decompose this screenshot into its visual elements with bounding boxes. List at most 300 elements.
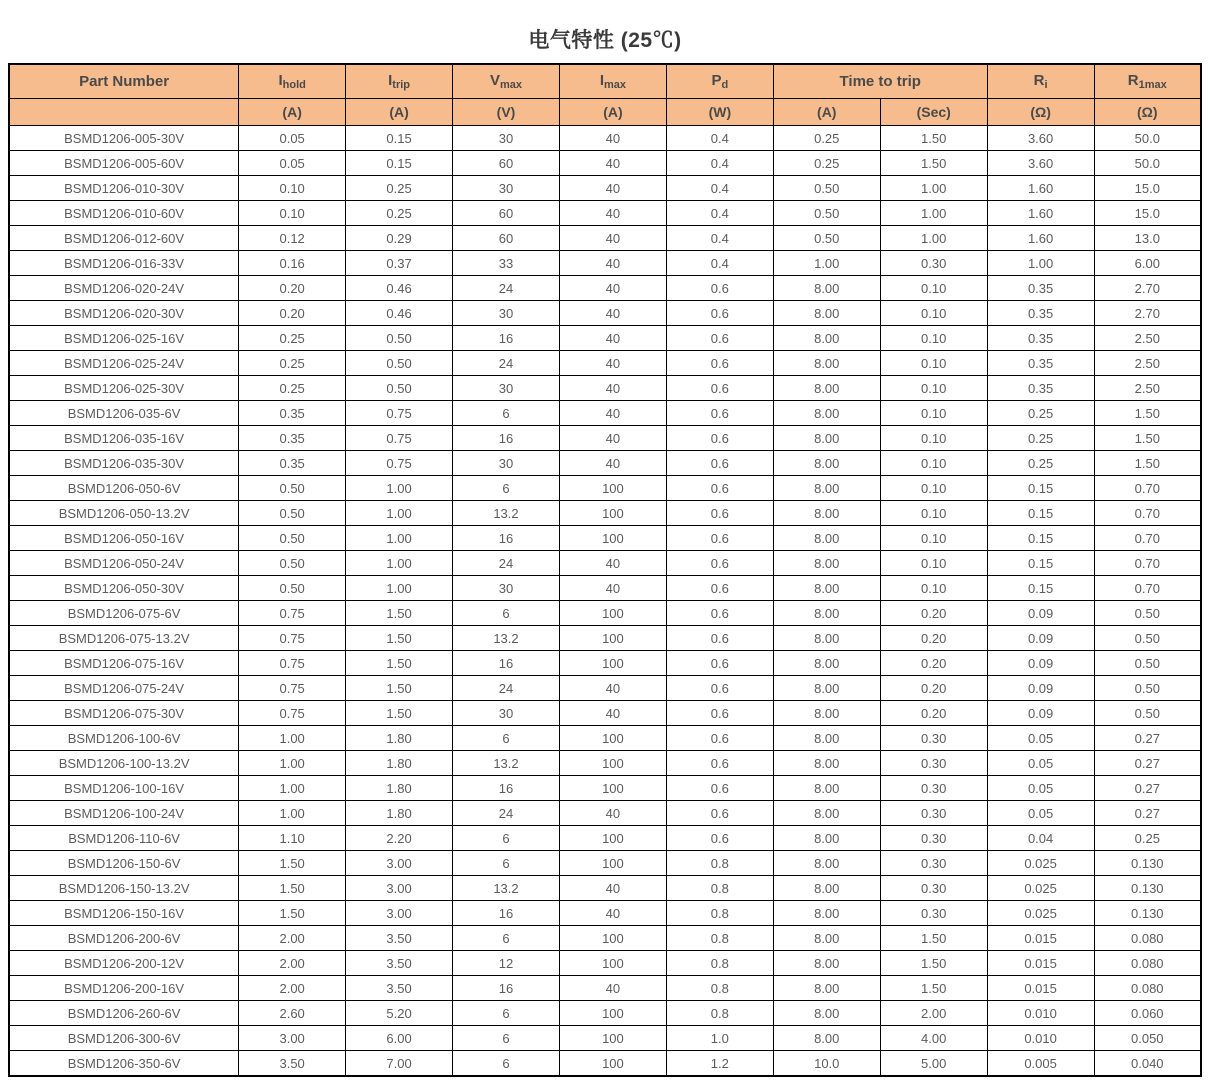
part-number-cell: BSMD1206-100-16V xyxy=(9,776,239,801)
value-cell: 0.30 xyxy=(880,251,987,276)
value-cell: 8.00 xyxy=(773,851,880,876)
unit-cell-r1max: (Ω) xyxy=(1094,99,1201,126)
value-cell: 0.6 xyxy=(666,451,773,476)
value-cell: 0.6 xyxy=(666,501,773,526)
value-cell: 100 xyxy=(559,526,666,551)
value-cell: 0.70 xyxy=(1094,476,1201,501)
value-cell: 2.50 xyxy=(1094,326,1201,351)
value-cell: 0.16 xyxy=(239,251,346,276)
value-cell: 0.6 xyxy=(666,576,773,601)
value-cell: 40 xyxy=(559,326,666,351)
value-cell: 0.4 xyxy=(666,126,773,151)
col-header-imax xyxy=(559,64,666,99)
value-cell: 24 xyxy=(453,276,560,301)
value-cell: 0.6 xyxy=(666,326,773,351)
value-cell: 2.50 xyxy=(1094,351,1201,376)
value-cell: 0.50 xyxy=(773,176,880,201)
value-cell: 8.00 xyxy=(773,476,880,501)
part-number-cell: BSMD1206-020-24V xyxy=(9,276,239,301)
value-cell: 16 xyxy=(453,776,560,801)
value-cell: 30 xyxy=(453,301,560,326)
value-cell: 8.00 xyxy=(773,826,880,851)
part-number-cell: BSMD1206-075-6V xyxy=(9,601,239,626)
value-cell: 0.080 xyxy=(1094,951,1201,976)
value-cell: 1.00 xyxy=(239,751,346,776)
value-cell: 0.10 xyxy=(239,201,346,226)
value-cell: 0.005 xyxy=(987,1051,1094,1077)
value-cell: 0.10 xyxy=(880,401,987,426)
value-cell: 24 xyxy=(453,801,560,826)
value-cell: 3.00 xyxy=(346,901,453,926)
value-cell: 0.25 xyxy=(346,201,453,226)
value-cell: 1.50 xyxy=(1094,451,1201,476)
value-cell: 0.75 xyxy=(239,626,346,651)
table-row xyxy=(9,501,1201,526)
value-cell: 0.70 xyxy=(1094,501,1201,526)
value-cell: 0.15 xyxy=(987,501,1094,526)
electrical-characteristics-table xyxy=(8,63,1202,1077)
table-row xyxy=(9,476,1201,501)
col-header-label: R xyxy=(1127,72,1139,89)
value-cell: 3.50 xyxy=(239,1051,346,1077)
value-cell: 30 xyxy=(453,176,560,201)
value-cell: 40 xyxy=(559,876,666,901)
value-cell: 0.35 xyxy=(987,376,1094,401)
value-cell: 0.6 xyxy=(666,726,773,751)
value-cell: 100 xyxy=(559,751,666,776)
table-row xyxy=(9,576,1201,601)
part-number-cell: BSMD1206-005-30V xyxy=(9,126,239,151)
value-cell: 0.35 xyxy=(987,301,1094,326)
col-header-subscript: max xyxy=(499,79,523,91)
value-cell: 8.00 xyxy=(773,501,880,526)
value-cell: 6 xyxy=(453,1001,560,1026)
value-cell: 3.60 xyxy=(987,126,1094,151)
value-cell: 0.20 xyxy=(880,626,987,651)
value-cell: 100 xyxy=(559,726,666,751)
value-cell: 3.60 xyxy=(987,151,1094,176)
col-header-label: V xyxy=(489,72,500,89)
value-cell: 0.6 xyxy=(666,651,773,676)
value-cell: 1.50 xyxy=(346,651,453,676)
value-cell: 8.00 xyxy=(773,651,880,676)
value-cell: 1.00 xyxy=(239,776,346,801)
value-cell: 0.10 xyxy=(880,301,987,326)
value-cell: 0.12 xyxy=(239,226,346,251)
col-header-label: R xyxy=(1033,72,1045,89)
unit-cell-trip-time: (Sec) xyxy=(880,99,987,126)
value-cell: 15.0 xyxy=(1094,176,1201,201)
value-cell: 6 xyxy=(453,601,560,626)
value-cell: 0.25 xyxy=(1094,826,1201,851)
unit-cell-ri: (Ω) xyxy=(987,99,1094,126)
value-cell: 0.25 xyxy=(987,451,1094,476)
value-cell: 3.00 xyxy=(346,876,453,901)
value-cell: 1.50 xyxy=(346,626,453,651)
value-cell: 0.05 xyxy=(239,126,346,151)
table-row xyxy=(9,1001,1201,1026)
table-header-row-labels xyxy=(9,64,1201,99)
col-header-vmax xyxy=(453,64,560,99)
value-cell: 8.00 xyxy=(773,776,880,801)
value-cell: 0.6 xyxy=(666,801,773,826)
value-cell: 1.50 xyxy=(880,126,987,151)
col-header-subscript: d xyxy=(721,79,729,91)
value-cell: 8.00 xyxy=(773,301,880,326)
unit-cell-vmax: (V) xyxy=(453,99,560,126)
value-cell: 1.80 xyxy=(346,801,453,826)
col-header-part-number xyxy=(9,64,239,99)
table-row xyxy=(9,826,1201,851)
value-cell: 0.25 xyxy=(987,401,1094,426)
value-cell: 1.0 xyxy=(666,1026,773,1051)
value-cell: 1.50 xyxy=(1094,426,1201,451)
col-header-subscript: trip xyxy=(392,79,411,91)
value-cell: 8.00 xyxy=(773,451,880,476)
value-cell: 0.25 xyxy=(239,376,346,401)
value-cell: 0.10 xyxy=(880,551,987,576)
value-cell: 40 xyxy=(559,301,666,326)
value-cell: 0.015 xyxy=(987,926,1094,951)
value-cell: 13.2 xyxy=(453,626,560,651)
value-cell: 0.35 xyxy=(987,276,1094,301)
table-row xyxy=(9,1026,1201,1051)
value-cell: 0.09 xyxy=(987,701,1094,726)
part-number-cell: BSMD1206-150-13.2V xyxy=(9,876,239,901)
value-cell: 40 xyxy=(559,976,666,1001)
value-cell: 0.30 xyxy=(880,726,987,751)
value-cell: 1.00 xyxy=(239,726,346,751)
col-header-label: I xyxy=(388,72,393,89)
value-cell: 1.50 xyxy=(239,901,346,926)
value-cell: 0.04 xyxy=(987,826,1094,851)
value-cell: 0.75 xyxy=(239,676,346,701)
value-cell: 16 xyxy=(453,651,560,676)
value-cell: 12 xyxy=(453,951,560,976)
value-cell: 0.130 xyxy=(1094,851,1201,876)
value-cell: 0.6 xyxy=(666,376,773,401)
value-cell: 0.35 xyxy=(987,351,1094,376)
value-cell: 0.75 xyxy=(239,601,346,626)
value-cell: 2.50 xyxy=(1094,376,1201,401)
col-header-ihold xyxy=(239,64,346,99)
part-number-cell: BSMD1206-100-13.2V xyxy=(9,751,239,776)
value-cell: 0.50 xyxy=(346,326,453,351)
value-cell: 60 xyxy=(453,151,560,176)
value-cell: 8.00 xyxy=(773,576,880,601)
value-cell: 0.20 xyxy=(880,676,987,701)
part-number-cell: BSMD1206-050-13.2V xyxy=(9,501,239,526)
value-cell: 0.20 xyxy=(239,301,346,326)
value-cell: 0.35 xyxy=(239,426,346,451)
value-cell: 8.00 xyxy=(773,551,880,576)
part-number-cell: BSMD1206-016-33V xyxy=(9,251,239,276)
value-cell: 0.25 xyxy=(773,126,880,151)
value-cell: 0.50 xyxy=(239,476,346,501)
table-row xyxy=(9,451,1201,476)
value-cell: 24 xyxy=(453,676,560,701)
part-number-cell: BSMD1206-025-30V xyxy=(9,376,239,401)
value-cell: 2.60 xyxy=(239,1001,346,1026)
value-cell: 8.00 xyxy=(773,426,880,451)
table-row xyxy=(9,176,1201,201)
value-cell: 13.2 xyxy=(453,751,560,776)
value-cell: 3.00 xyxy=(239,1026,346,1051)
value-cell: 6 xyxy=(453,726,560,751)
col-header-subscript: max xyxy=(603,79,627,91)
value-cell: 2.70 xyxy=(1094,276,1201,301)
table-row xyxy=(9,276,1201,301)
value-cell: 0.27 xyxy=(1094,801,1201,826)
value-cell: 1.50 xyxy=(346,701,453,726)
col-header-time-to-trip xyxy=(773,64,987,99)
value-cell: 40 xyxy=(559,176,666,201)
value-cell: 7.00 xyxy=(346,1051,453,1077)
value-cell: 30 xyxy=(453,126,560,151)
value-cell: 100 xyxy=(559,476,666,501)
value-cell: 0.50 xyxy=(346,376,453,401)
value-cell: 40 xyxy=(559,701,666,726)
unit-cell-itrip: (A) xyxy=(346,99,453,126)
value-cell: 100 xyxy=(559,1051,666,1077)
part-number-cell: BSMD1206-012-60V xyxy=(9,226,239,251)
value-cell: 8.00 xyxy=(773,1026,880,1051)
value-cell: 3.50 xyxy=(346,926,453,951)
value-cell: 1.50 xyxy=(239,851,346,876)
value-cell: 1.50 xyxy=(880,951,987,976)
value-cell: 1.50 xyxy=(880,976,987,1001)
value-cell: 13.2 xyxy=(453,501,560,526)
table-header xyxy=(9,64,1201,126)
value-cell: 0.15 xyxy=(987,551,1094,576)
value-cell: 1.80 xyxy=(346,726,453,751)
value-cell: 0.20 xyxy=(880,601,987,626)
value-cell: 1.50 xyxy=(880,926,987,951)
value-cell: 1.00 xyxy=(346,526,453,551)
col-header-subscript: i xyxy=(1044,79,1048,91)
table-row xyxy=(9,951,1201,976)
value-cell: 0.75 xyxy=(346,426,453,451)
value-cell: 0.70 xyxy=(1094,551,1201,576)
part-number-cell: BSMD1206-200-12V xyxy=(9,951,239,976)
value-cell: 5.20 xyxy=(346,1001,453,1026)
table-row xyxy=(9,676,1201,701)
value-cell: 0.6 xyxy=(666,351,773,376)
value-cell: 1.50 xyxy=(346,601,453,626)
value-cell: 0.6 xyxy=(666,601,773,626)
value-cell: 40 xyxy=(559,451,666,476)
value-cell: 40 xyxy=(559,901,666,926)
value-cell: 16 xyxy=(453,426,560,451)
value-cell: 100 xyxy=(559,951,666,976)
value-cell: 0.6 xyxy=(666,676,773,701)
value-cell: 1.00 xyxy=(346,576,453,601)
value-cell: 60 xyxy=(453,201,560,226)
value-cell: 100 xyxy=(559,851,666,876)
value-cell: 0.30 xyxy=(880,751,987,776)
value-cell: 0.50 xyxy=(1094,651,1201,676)
value-cell: 30 xyxy=(453,451,560,476)
value-cell: 0.025 xyxy=(987,851,1094,876)
value-cell: 0.8 xyxy=(666,876,773,901)
value-cell: 8.00 xyxy=(773,701,880,726)
value-cell: 40 xyxy=(559,276,666,301)
value-cell: 0.6 xyxy=(666,526,773,551)
value-cell: 0.30 xyxy=(880,826,987,851)
value-cell: 1.50 xyxy=(880,151,987,176)
part-number-cell: BSMD1206-300-6V xyxy=(9,1026,239,1051)
value-cell: 0.6 xyxy=(666,701,773,726)
value-cell: 40 xyxy=(559,126,666,151)
value-cell: 8.00 xyxy=(773,1001,880,1026)
unit-cell-part-number xyxy=(9,99,239,126)
value-cell: 2.70 xyxy=(1094,301,1201,326)
value-cell: 40 xyxy=(559,576,666,601)
value-cell: 8.00 xyxy=(773,326,880,351)
value-cell: 6.00 xyxy=(1094,251,1201,276)
value-cell: 8.00 xyxy=(773,926,880,951)
value-cell: 0.010 xyxy=(987,1001,1094,1026)
value-cell: 8.00 xyxy=(773,676,880,701)
value-cell: 30 xyxy=(453,701,560,726)
value-cell: 0.09 xyxy=(987,651,1094,676)
value-cell: 0.15 xyxy=(987,476,1094,501)
value-cell: 40 xyxy=(559,201,666,226)
value-cell: 0.15 xyxy=(346,151,453,176)
value-cell: 0.50 xyxy=(1094,701,1201,726)
value-cell: 0.35 xyxy=(239,451,346,476)
value-cell: 8.00 xyxy=(773,351,880,376)
value-cell: 0.75 xyxy=(239,651,346,676)
value-cell: 5.00 xyxy=(880,1051,987,1077)
col-header-label: I xyxy=(599,72,604,89)
value-cell: 0.025 xyxy=(987,901,1094,926)
value-cell: 0.30 xyxy=(880,801,987,826)
value-cell: 0.6 xyxy=(666,751,773,776)
col-header-ri xyxy=(987,64,1094,99)
value-cell: 0.6 xyxy=(666,276,773,301)
value-cell: 6 xyxy=(453,1051,560,1077)
part-number-cell: BSMD1206-050-30V xyxy=(9,576,239,601)
value-cell: 40 xyxy=(559,426,666,451)
value-cell: 0.8 xyxy=(666,1001,773,1026)
value-cell: 6 xyxy=(453,826,560,851)
value-cell: 24 xyxy=(453,351,560,376)
value-cell: 6 xyxy=(453,926,560,951)
value-cell: 1.00 xyxy=(346,501,453,526)
value-cell: 2.20 xyxy=(346,826,453,851)
part-number-cell: BSMD1206-010-60V xyxy=(9,201,239,226)
value-cell: 2.00 xyxy=(880,1001,987,1026)
value-cell: 0.6 xyxy=(666,776,773,801)
part-number-cell: BSMD1206-050-16V xyxy=(9,526,239,551)
value-cell: 0.70 xyxy=(1094,576,1201,601)
value-cell: 0.30 xyxy=(880,901,987,926)
table-header-row-units xyxy=(9,99,1201,126)
col-header-label: P xyxy=(711,72,722,89)
part-number-cell: BSMD1206-050-24V xyxy=(9,551,239,576)
table-row xyxy=(9,151,1201,176)
table-body xyxy=(9,126,1201,1077)
value-cell: 0.09 xyxy=(987,601,1094,626)
value-cell: 0.15 xyxy=(987,526,1094,551)
value-cell: 1.00 xyxy=(346,551,453,576)
value-cell: 100 xyxy=(559,926,666,951)
value-cell: 6 xyxy=(453,851,560,876)
value-cell: 0.27 xyxy=(1094,726,1201,751)
value-cell: 0.20 xyxy=(880,701,987,726)
value-cell: 0.05 xyxy=(987,751,1094,776)
value-cell: 60 xyxy=(453,226,560,251)
value-cell: 1.00 xyxy=(880,226,987,251)
value-cell: 1.60 xyxy=(987,226,1094,251)
value-cell: 100 xyxy=(559,626,666,651)
value-cell: 0.30 xyxy=(880,776,987,801)
table-row xyxy=(9,926,1201,951)
value-cell: 1.10 xyxy=(239,826,346,851)
value-cell: 0.50 xyxy=(1094,626,1201,651)
value-cell: 3.50 xyxy=(346,976,453,1001)
value-cell: 0.10 xyxy=(880,326,987,351)
value-cell: 0.25 xyxy=(987,426,1094,451)
value-cell: 0.10 xyxy=(880,376,987,401)
value-cell: 100 xyxy=(559,601,666,626)
value-cell: 0.35 xyxy=(987,326,1094,351)
table-row xyxy=(9,551,1201,576)
part-number-cell: BSMD1206-035-16V xyxy=(9,426,239,451)
value-cell: 0.25 xyxy=(773,151,880,176)
value-cell: 8.00 xyxy=(773,626,880,651)
value-cell: 0.8 xyxy=(666,851,773,876)
table-row xyxy=(9,526,1201,551)
part-number-cell: BSMD1206-075-24V xyxy=(9,676,239,701)
value-cell: 0.50 xyxy=(1094,601,1201,626)
value-cell: 0.010 xyxy=(987,1026,1094,1051)
value-cell: 0.10 xyxy=(880,276,987,301)
value-cell: 40 xyxy=(559,376,666,401)
col-header-pd xyxy=(666,64,773,99)
value-cell: 0.025 xyxy=(987,876,1094,901)
table-row xyxy=(9,726,1201,751)
value-cell: 0.015 xyxy=(987,976,1094,1001)
value-cell: 1.00 xyxy=(880,176,987,201)
value-cell: 40 xyxy=(559,801,666,826)
value-cell: 0.25 xyxy=(239,351,346,376)
col-header-itrip xyxy=(346,64,453,99)
table-row xyxy=(9,201,1201,226)
value-cell: 0.4 xyxy=(666,226,773,251)
value-cell: 24 xyxy=(453,551,560,576)
value-cell: 100 xyxy=(559,1001,666,1026)
value-cell: 8.00 xyxy=(773,751,880,776)
page-title: 电气特性 (25℃) xyxy=(528,29,682,52)
col-header-subscript: hold xyxy=(282,79,306,91)
part-number-cell: BSMD1206-035-6V xyxy=(9,401,239,426)
value-cell: 0.35 xyxy=(239,401,346,426)
value-cell: 0.10 xyxy=(880,526,987,551)
value-cell: 0.15 xyxy=(987,576,1094,601)
part-number-cell: BSMD1206-200-6V xyxy=(9,926,239,951)
value-cell: 15.0 xyxy=(1094,201,1201,226)
table-row xyxy=(9,126,1201,151)
value-cell: 0.080 xyxy=(1094,976,1201,1001)
part-number-cell: BSMD1206-350-6V xyxy=(9,1051,239,1077)
table-row xyxy=(9,301,1201,326)
value-cell: 0.6 xyxy=(666,301,773,326)
value-cell: 0.50 xyxy=(1094,676,1201,701)
part-number-cell: BSMD1206-010-30V xyxy=(9,176,239,201)
col-header-r1max xyxy=(1094,64,1201,99)
